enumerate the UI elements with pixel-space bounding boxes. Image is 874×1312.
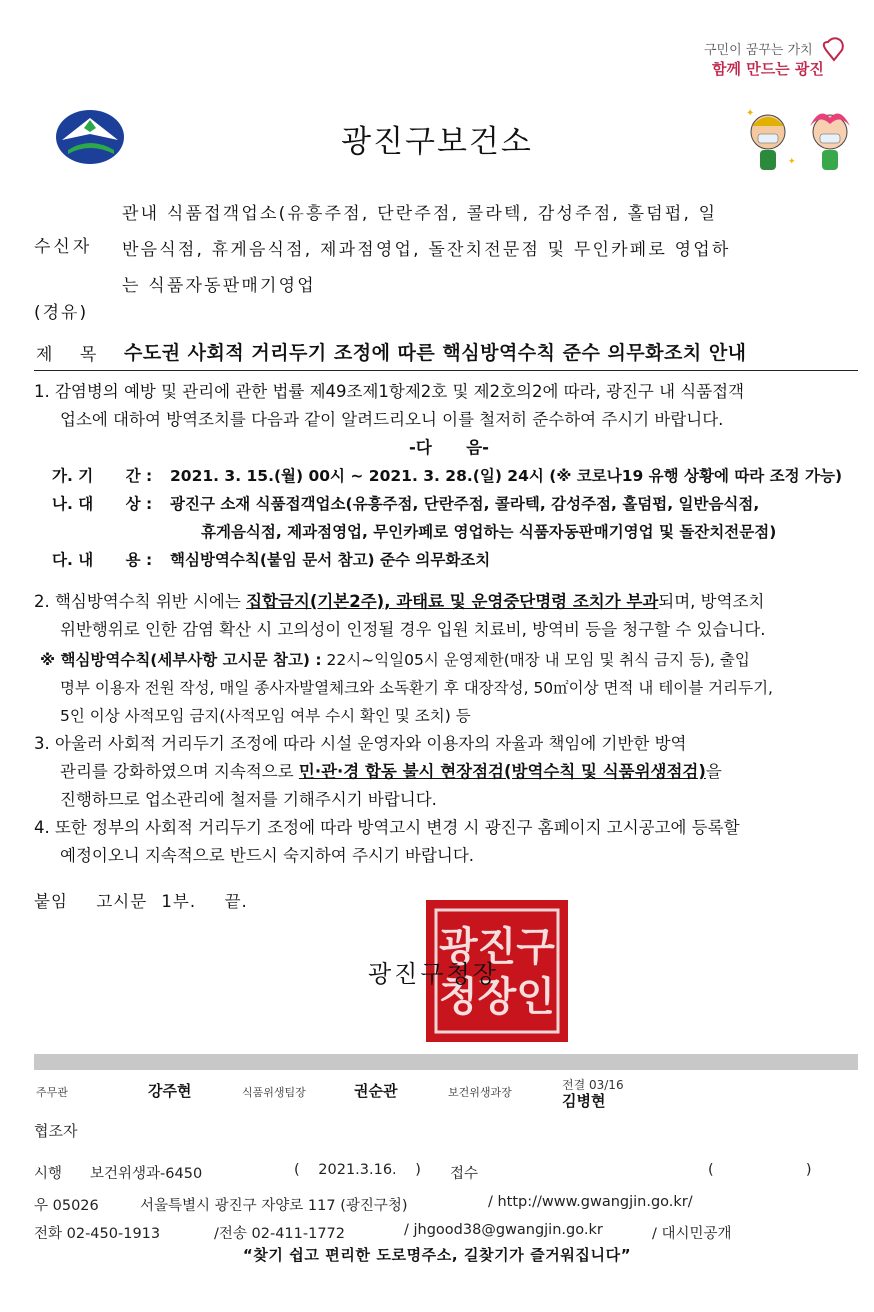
slogan-logo [698,36,858,82]
item-text: 핵심방역수칙(붙임 문서 참고) 준수 의무화조치 [170,551,491,569]
paragraph-text: 관리를 강화하였으며 지속적으로 [60,762,299,781]
paragraph-line: 3. 아울러 사회적 거리두기 조정에 따라 시설 운영자와 이용자의 자율과 책임에 기반한 방역 [34,734,687,753]
paragraph-4 [34,814,864,870]
penalty-emphasis: 집합금지(기본2주), 과태료 및 운영중단명령 조치가 부과 [246,592,659,611]
paragraph-line: 예정이오니 지속적으로 반드시 숙지하여 주시기 바랍니다. [60,846,475,865]
email-link[interactable]: / jhgood38@gwangjin.go.kr [404,1222,603,1238]
item-text: 2021. 3. 15.(월) 00시 ~ 2021. 3. 28.(일) 24시 (※ 코로나19 유행 상황에 따라 조정 가능) [170,467,843,485]
note-block [34,646,864,730]
issue-label: 시행 [34,1166,63,1182]
phone-number: 전화 02-450-1913 [34,1226,161,1242]
attachment-note: 붙임 고시문 1부. 끝. [34,892,248,911]
agency-title: 광진구보건소 [341,124,533,160]
note-heading: ※ 핵심방역수칙(세부사항 고시문 참고) : [40,651,322,669]
note-text: 22시~익일05시 운영제한(매장 내 모임 및 취식 금지 등), 출입 [321,651,750,669]
item-target [52,490,862,546]
recipient-line: 관내 식품접객업소(유흥주점, 단란주점, 콜라텍, 감성주점, 홀덤펍, 일 [122,204,718,224]
paragraph-1 [34,378,864,462]
slogan-line2: 함께 만드는 광진 [712,60,824,78]
item-content [52,546,862,574]
svg-text:광진구: 광진구 [439,924,555,970]
slogan-line1: 구민이 꿈꾸는 가치 [704,43,813,58]
paragraph-line: 4. 또한 정부의 사회적 거리두기 조정에 따라 방역고시 변경 시 광진구 홈페이지 고시공고에 등록할 [34,818,740,837]
item-key: 가. 기 간 : [52,467,153,485]
subject-title: 수도권 사회적 거리두기 조정에 따른 핵심방역수칙 준수 의무화조치 안내 [124,342,747,364]
note-line: 명부 이용자 전원 작성, 매일 종사자발열체크와 소독환기 후 대장작성, 50㎡이상 면적 내 테이블 거리두기, [60,679,773,697]
disclosure-status: / 대시민공개 [652,1226,732,1242]
item-key: 나. 대 상 : [52,495,153,513]
item-key: 다. 내 용 : [52,551,153,569]
address: 서울특별시 광진구 자양로 117 (광진구청) [140,1198,408,1214]
issuer-name: 광진구청장 [368,960,499,988]
note-line: 5인 이상 사적모임 금지(사적모임 여부 수시 확인 및 조치) 등 [60,707,471,725]
homepage-link[interactable]: / http://www.gwangjin.go.kr/ [488,1194,693,1210]
receipt-label: 접수 [450,1166,479,1182]
fax-number: /전송 02-411-1772 [214,1226,346,1242]
svg-text:청장인: 청장인 [439,974,555,1020]
paragraph-line: 진행하므로 업소관리에 철저를 기해주시기 바랍니다. [60,790,437,809]
issue-number: 보건위생과-6450 [90,1166,203,1182]
subject-label: 제 목 [36,345,97,365]
recipient-line: 반음식점, 휴게음식점, 제과점영업, 돌잔치전문점 및 무인카페로 영업하 [122,240,731,260]
paragraph-line: 1. 감염병의 예방 및 관리에 관한 법률 제49조제1항제2호 및 제2호의2에 따라, 광진구 내 식품접객 [34,382,745,401]
paragraph-3 [34,730,864,814]
signer-role: 식품위생팀장 [242,1086,306,1099]
receipt-field: ( ) [708,1162,812,1178]
signer-name: 권순관 [354,1082,398,1100]
signer-role: 주무관 [36,1086,68,1099]
item-text: 광진구 소재 식품접객업소(유흥주점, 단란주점, 콜라텍, 감성주점, 홀덤펍, 일반음식점, [170,495,760,513]
recipient-text [122,196,850,304]
postal-code: 우 05026 [34,1198,99,1214]
paragraph-2 [34,588,864,644]
mascot-characters-image [744,104,856,176]
recipient-label: 수신자 [34,237,93,257]
svg-text:✦: ✦ [788,157,796,167]
paragraph-line: 업소에 대하여 방역조치를 다음과 같이 알려드리오니 이를 철저히 준수하여 주시기 바랍니다. [60,410,724,429]
signer-role: 보건위생과장 [448,1086,512,1099]
below-heading: -다 음- [408,438,490,457]
paragraph-text: 을 [705,762,722,781]
paragraph-line: 위반행위로 인한 감염 확산 시 고의성이 인정될 경우 입원 치료비, 방역비 등을 청구할 수 있습니다. [60,620,766,639]
issue-date: ( 2021.3.16. ) [294,1162,421,1178]
approval-bar [34,1054,858,1070]
delegation-note: 전결 03/16 [562,1078,624,1092]
recipient-line: 는 식품자동판매기영업 [122,276,316,296]
closing-slogan: “찾기 쉽고 편리한 도로명주소, 길찾기가 즐거워집니다” [242,1246,632,1264]
svg-text:✦: ✦ [746,108,755,119]
cooperator-label: 협조자 [34,1122,78,1140]
signer-name: 김병현 [562,1092,606,1110]
via-label: (경유) [34,303,89,323]
paragraph-text: 2. 핵심방역수칙 위반 시에는 [34,592,247,611]
signer-name: 강주현 [148,1082,192,1100]
item-text-cont: 휴게음식점, 제과점영업, 무인카페로 영업하는 식품자동판매기영업 및 돌잔치전문점) [201,523,777,541]
inspection-emphasis: 민·관·경 합동 불시 현장점검(방역수칙 및 식품위생점검) [298,762,706,781]
subject-divider [34,370,858,371]
item-period [52,462,862,490]
paragraph-text: 되며, 방역조치 [658,592,765,611]
